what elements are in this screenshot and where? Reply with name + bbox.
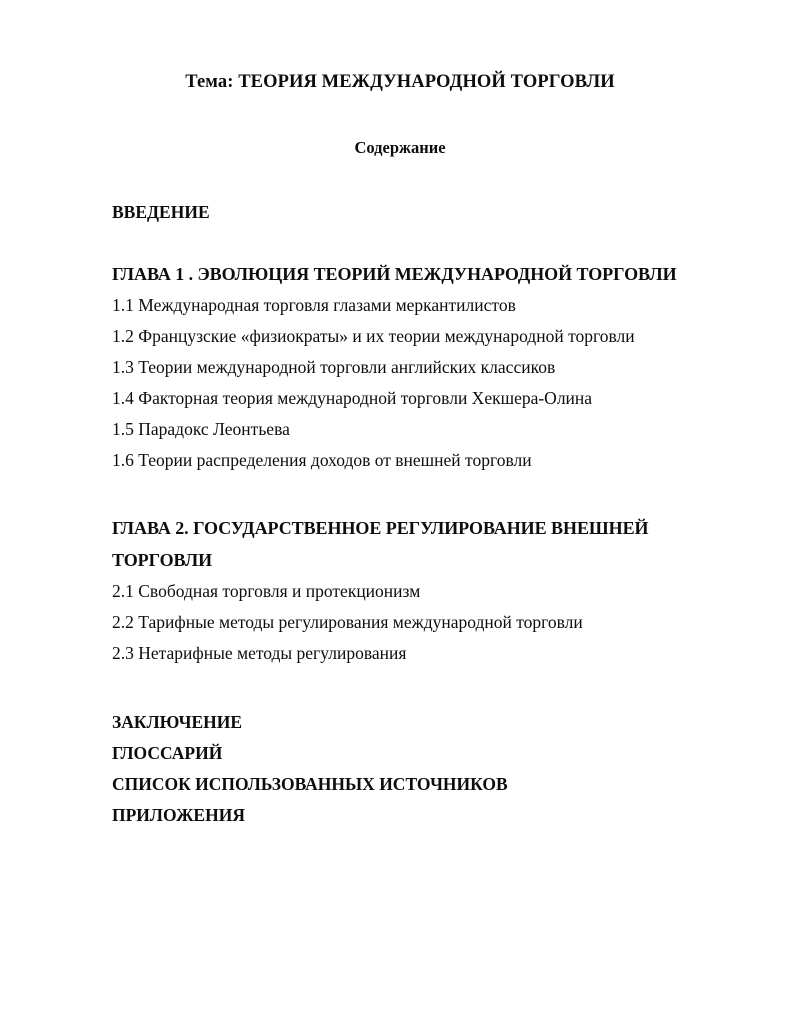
toc-entry-2-2: 2.2 Тарифные методы регулирования международной торговли bbox=[112, 612, 583, 632]
toc-entry-1-2: 1.2 Французские «физиократы» и их теории международной торговли bbox=[112, 326, 635, 346]
toc-entry-1-6: 1.6 Теории распределения доходов от внешней торговли bbox=[112, 450, 532, 470]
toc-entry-1-1: 1.1 Международная торговля глазами меркантилистов bbox=[112, 295, 516, 315]
document-title-prefix: Тема: bbox=[185, 72, 234, 92]
toc-entry-1-4: 1.4 Факторная теория международной торговли Хекшера-Олина bbox=[112, 388, 593, 408]
table-of-contents-caption: Содержание bbox=[354, 138, 446, 157]
spacer-before-back-matter bbox=[112, 669, 712, 707]
toc-chapter-2-heading: ГЛАВА 2. ГОСУДАРСТВЕННОЕ РЕГУЛИРОВАНИЕ ВНЕШНЕЙ ТОРГОВЛИ bbox=[112, 518, 649, 570]
document-title bbox=[0, 71, 800, 93]
toc-entry-glossary: ГЛОССАРИЙ bbox=[112, 743, 223, 763]
toc-entry-2-3: 2.3 Нетарифные методы регулирования bbox=[112, 643, 407, 663]
toc-entry-2-1: 2.1 Свободная торговля и протекционизм bbox=[112, 581, 421, 601]
toc-entry-1-3: 1.3 Теории международной торговли английских классиков bbox=[112, 357, 556, 377]
document-title-main: ТЕОРИЯ МЕЖДУНАРОДНОЙ ТОРГОВЛИ bbox=[238, 72, 615, 92]
spacer-after-introduction bbox=[112, 228, 712, 258]
spacer-before-chapter-2 bbox=[112, 476, 712, 512]
toc-entry-conclusion: ЗАКЛЮЧЕНИЕ bbox=[112, 712, 243, 732]
table-of-contents bbox=[112, 197, 712, 831]
toc-chapter-1-heading: ГЛАВА 1 . ЭВОЛЮЦИЯ ТЕОРИЙ МЕЖДУНАРОДНОЙ ТОРГОВЛИ bbox=[112, 264, 677, 284]
toc-entry-references: СПИСОК ИСПОЛЬЗОВАННЫХ ИСТОЧНИКОВ bbox=[112, 774, 508, 794]
toc-entry-1-5: 1.5 Парадокс Леонтьева bbox=[112, 419, 290, 439]
toc-entry-introduction: ВВЕДЕНИЕ bbox=[112, 202, 210, 222]
toc-entry-appendices: ПРИЛОЖЕНИЯ bbox=[112, 805, 245, 825]
